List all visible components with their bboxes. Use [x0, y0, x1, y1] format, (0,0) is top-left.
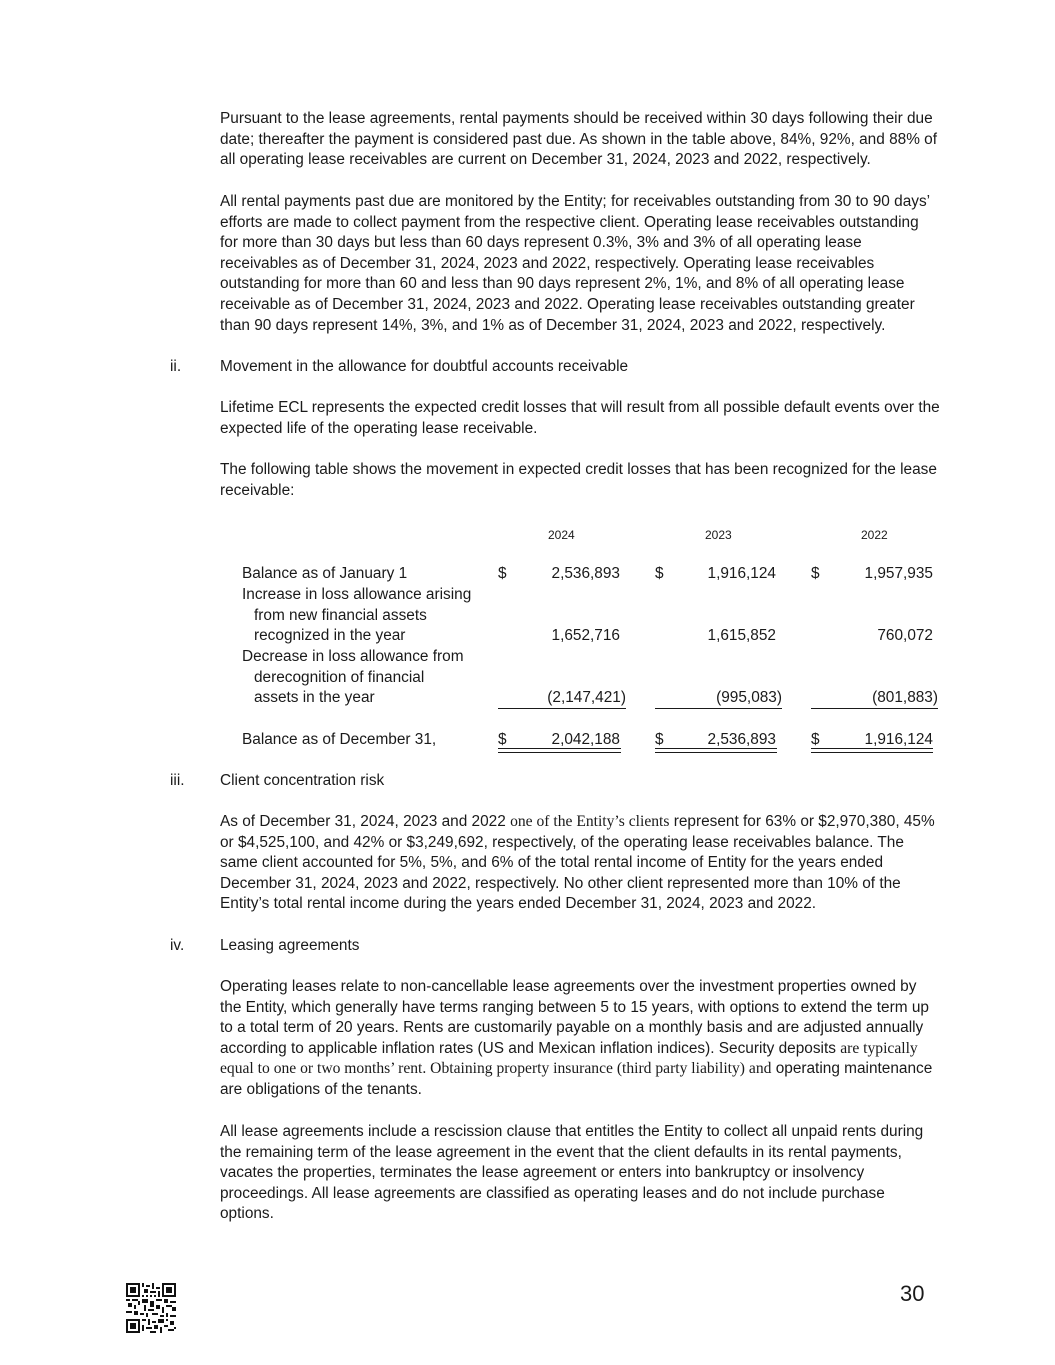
currency-symbol: $	[811, 731, 820, 748]
currency-symbol: $	[811, 565, 820, 582]
section-title-allowance-movement: Movement in the allowance for doubtful accounts receivable	[220, 358, 629, 375]
opening-balance-2024: 2,536,893	[551, 565, 620, 582]
section-number-ii: ii.	[170, 358, 182, 375]
section-number-iii: iii.	[170, 772, 185, 789]
paragraph-operating-leases	[220, 977, 940, 1101]
subtotal-rule-2024	[498, 708, 626, 709]
increase-2023: 1,615,852	[707, 627, 776, 644]
section-title-client-concentration: Client concentration risk	[220, 772, 385, 789]
paragraph-operating-leases-part2: are typically equal to one or two months’ rent. Obtaining property insurance (third party liability) and	[220, 1039, 918, 1078]
row-label-decrease-line3: assets in the year	[254, 689, 375, 706]
row-label-decrease-line2: derecognition of financial	[254, 669, 425, 686]
total-double-rule-2024	[498, 748, 621, 753]
paragraph-client-concentration-part2: one of the Entity’s clients	[510, 813, 670, 830]
section-number-iv: iv.	[170, 937, 185, 954]
paragraph-table-intro: The following table shows the movement in expected credit losses that has been recognized for the lease receivable:	[220, 461, 937, 499]
paragraph-client-concentration-part3: represent for 63% or $2,970,380, 45% or $4,525,100, and 42% or $3,249,692, respectively, of the operating lease receivables balance. The same client accounted for 5%, 5%, and 6% of the total rental income of Entity for the years ended December 31, 2024, 2023 and 2022, respectively. No other client represented more than 10% of the Entity’s total rental income during the years ended December 31, 2024, 2023 and 2022.	[220, 813, 935, 913]
increase-2022: 760,072	[877, 627, 933, 644]
paragraph-rescission-clause: All lease agreements include a rescission clause that entitles the Entity to collect all unpaid rents during the remaining term of the lease agreement in the event that the client defaults in its rental payments, vacates the properties, terminates the lease agreement or enters into bankruptcy or insolvency proceedings. All lease agreements are classified as operating leases and do not include purchase options.	[220, 1123, 924, 1223]
row-label-increase-line1: Increase in loss allowance arising	[242, 586, 472, 603]
row-label-closing-balance: Balance as of December 31,	[242, 731, 437, 748]
paragraph-client-concentration-part1: As of December 31, 2024, 2023 and 2022	[220, 813, 511, 830]
decrease-2024: (2,147,421)	[547, 689, 626, 706]
decrease-2022: (801,883)	[872, 689, 938, 706]
currency-symbol: $	[498, 565, 507, 582]
paragraph-lifetime-ecl: Lifetime ECL represents the expected credit losses that will result from all possible default events over the expected life of the operating lease receivable.	[220, 399, 940, 437]
column-header-2022: 2022	[861, 528, 888, 542]
qr-code-icon	[126, 1283, 176, 1333]
opening-balance-2022: 1,957,935	[864, 565, 933, 582]
row-label-increase-line2: from new financial assets	[254, 607, 427, 624]
page-number: 30	[900, 1281, 925, 1306]
currency-symbol: $	[498, 731, 507, 748]
total-double-rule-2023	[655, 748, 777, 753]
row-label-increase-line3: recognized in the year	[254, 627, 406, 644]
row-label-opening-balance: Balance as of January 1	[242, 565, 408, 582]
currency-symbol: $	[655, 731, 664, 748]
paragraph-past-due-monitoring: All rental payments past due are monitored by the Entity; for receivables outstanding from 30 to 90 days’ efforts are made to collect payment from the respective client. Operating lease receivables outstanding for more than 30 days but less than 60 days represent 0.3%, 3% and 3% of all operating lease receivables as of December 31, 2024, 2023 and 2022, respectively. Operating lease receivables outstanding for more than 60 and less than 90 days represent 2%, 1%, and 8% of all operating lease receivable as of December 31, 2024, 2023 and 2022. Operating lease receivables outstanding greater than 90 days represent 14%, 3%, and 1% as of December 31, 2024, 2023 and 2022, respectively.	[220, 193, 930, 334]
opening-balance-2023: 1,916,124	[707, 565, 776, 582]
total-double-rule-2022	[811, 748, 933, 753]
decrease-2023: (995,083)	[716, 689, 782, 706]
paragraph-client-concentration	[220, 812, 940, 915]
column-header-2024: 2024	[548, 528, 575, 542]
paragraph-past-due-policy: Pursuant to the lease agreements, rental payments should be received within 30 days following their due date; thereafter the payment is considered past due. As shown in the table above, 84%, 92%, and 88% of all operating lease receivables are current on December 31, 2024, 2023 and 2022, respectively.	[220, 110, 937, 169]
closing-balance-2022: 1,916,124	[864, 731, 933, 748]
row-label-decrease-line1: Decrease in loss allowance from	[242, 648, 464, 665]
subtotal-rule-2023	[655, 708, 782, 709]
currency-symbol: $	[655, 565, 664, 582]
paragraph-operating-leases-part3: operating maintenance are obligations of the tenants.	[220, 1060, 933, 1098]
section-title-leasing-agreements: Leasing agreements	[220, 937, 360, 954]
subtotal-rule-2022	[811, 708, 938, 709]
closing-balance-2023: 2,536,893	[707, 731, 776, 748]
paragraph-operating-leases-part1: Operating leases relate to non-cancellable lease agreements over the investment properties owned by the Entity, which generally have terms ranging between 5 to 15 years, with options to extend the term up to a total term of 20 years. Rents are customarily payable on a monthly basis and are adjusted annually according to applicable inflation rates (US and Mexican inflation indices). Security deposits	[220, 978, 929, 1057]
column-header-2023: 2023	[705, 528, 732, 542]
increase-2024: 1,652,716	[551, 627, 620, 644]
closing-balance-2024: 2,042,188	[551, 731, 620, 748]
